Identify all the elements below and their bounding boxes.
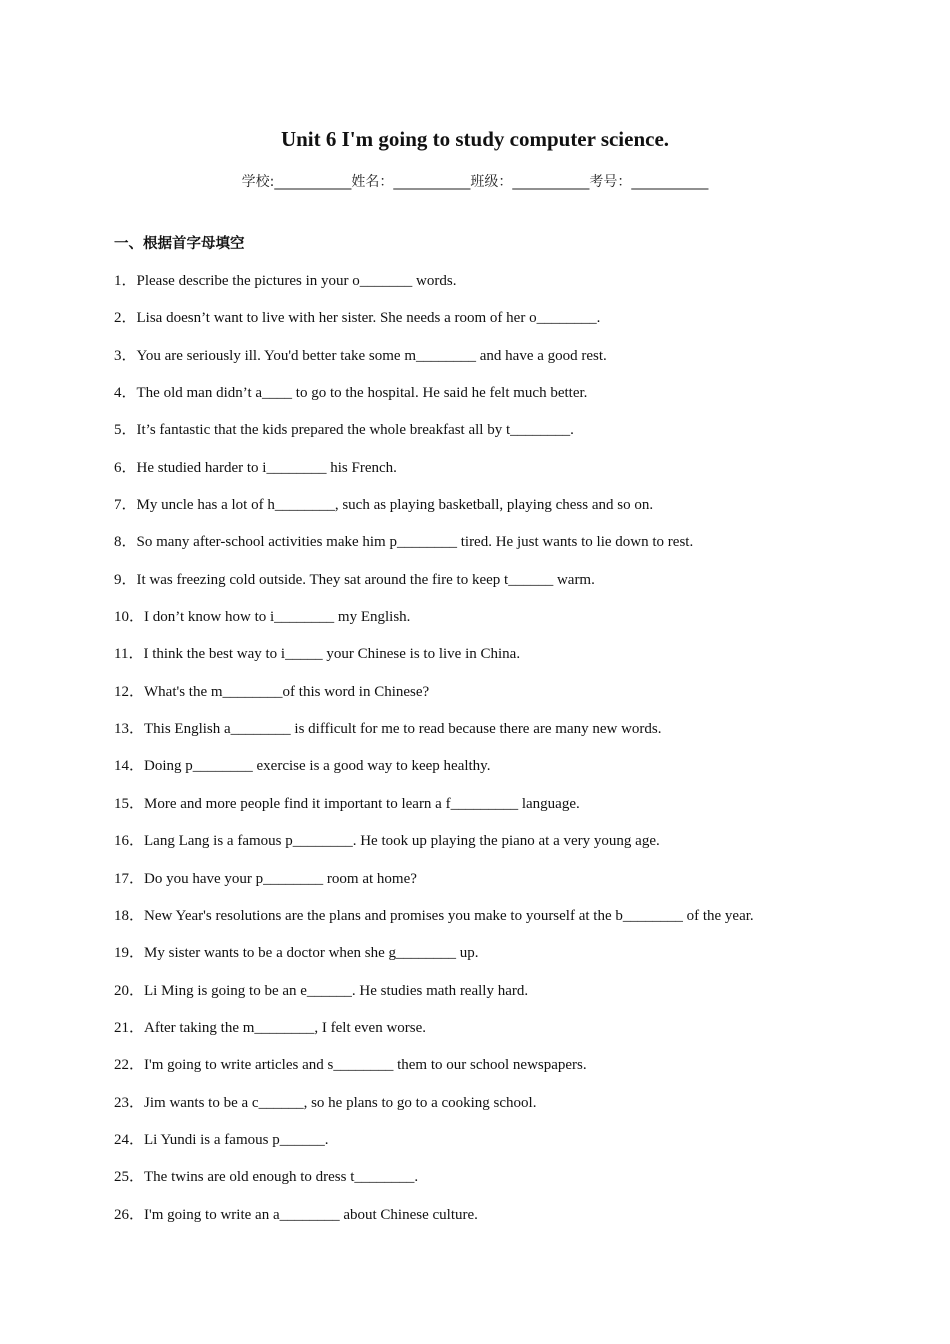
question-item [114,718,874,755]
question-number: 3． [114,347,137,364]
question-text: It was freezing cold outside. They sat around the fire to keep t______ warm. [136,571,595,588]
question-item [114,1129,874,1166]
question-item [114,1166,874,1203]
question-number: 11． [114,646,144,663]
question-item [114,755,874,792]
question-text: Jim wants to be a c______, so he plans to go to a cooking school. [144,1094,537,1111]
question-text: My sister wants to be a doctor when she g________ up. [144,945,479,962]
question-text: My uncle has a lot of h________, such as playing basketball, playing chess and so on. [136,497,654,514]
question-text: I think the best way to i_____ your Chinese is to live in China. [143,646,521,663]
question-list [114,270,874,1241]
question-text: He studied harder to i________ his French. [136,459,397,476]
question-number: 6． [114,459,137,476]
question-text: This English a________ is difficult for me to read because there are many new words. [144,721,662,738]
question-number: 17． [114,870,145,887]
question-item [114,494,874,531]
question-text: More and more people find it important to learn a f_________ language. [144,795,580,812]
question-text: Li Yundi is a famous p______. [144,1131,329,1148]
question-text: Do you have your p________ room at home? [144,870,417,887]
question-number: 23． [114,1094,145,1111]
question-number: 21． [114,1019,145,1036]
question-item [114,643,874,680]
question-number: 15． [114,795,145,812]
question-text: What's the m________of this word in Chinese? [144,683,430,700]
question-number: 25． [114,1169,145,1186]
question-number: 5． [114,422,137,439]
question-number: 1． [114,273,137,289]
question-number: 2． [114,310,137,327]
page-title: Unit 6 I'm going to study computer science. [280,127,670,151]
question-item [114,1204,874,1241]
question-text: So many after-school activities make him p________ tired. He just wants to lie down to rest. [136,534,694,551]
question-text: I'm going to write an a________ about Chinese culture. [144,1206,478,1223]
question-number: 16． [114,833,145,850]
question-number: 14． [114,758,145,775]
question-item [114,681,874,718]
question-text: The old man didn’t a____ to go to the hospital. He said he felt much better. [136,385,588,402]
question-item [114,1017,874,1054]
question-item [114,868,874,905]
question-text: After taking the m________, I felt even worse. [144,1019,427,1036]
question-item [114,980,874,1017]
question-number: 26． [114,1206,145,1223]
question-item [114,942,874,979]
question-number: 10． [114,609,145,626]
question-text: Please describe the pictures in your o_______ words. [136,273,457,289]
question-text: I don’t know how to i________ my English. [144,609,411,626]
question-number: 7． [114,497,137,514]
question-text: I'm going to write articles and s________ them to our school newspapers. [144,1057,587,1074]
section-heading: 一、根据首字母填空 [114,236,245,252]
question-number: 12． [114,683,145,700]
question-number: 24． [114,1131,145,1148]
question-item [114,307,874,344]
question-text: It’s fantastic that the kids prepared the whole breakfast all by t________. [136,422,574,439]
question-number: 18． [114,907,145,924]
question-number: 20． [114,982,145,999]
question-item [114,905,874,942]
question-item [114,531,874,568]
question-item [114,270,874,307]
question-item [114,1092,874,1129]
question-number: 22． [114,1057,145,1074]
question-number: 8． [114,534,137,551]
question-text: The twins are old enough to dress t________. [144,1169,419,1186]
question-item [114,793,874,830]
question-item [114,457,874,494]
question-text: Lisa doesn’t want to live with her sister. She needs a room of her o________. [136,310,601,327]
question-text: Li Ming is going to be an e______. He studies math really hard. [144,982,529,999]
question-text: Doing p________ exercise is a good way to keep healthy. [144,758,491,775]
question-item [114,569,874,606]
question-item [114,419,874,456]
question-item [114,830,874,867]
question-number: 13． [114,721,145,738]
question-item [114,606,874,643]
question-text: You are seriously ill. You'd better take some m________ and have a good rest. [136,347,607,364]
question-text: Lang Lang is a famous p________. He took up playing the piano at a very young age. [144,833,660,850]
question-text: New Year's resolutions are the plans and promises you make to yourself at the b________ of the year. [144,907,754,924]
question-number: 4． [114,385,137,402]
question-number: 9． [114,571,137,588]
question-item [114,382,874,419]
question-item [114,345,874,382]
question-number: 19． [114,945,145,962]
student-info-line: 学校:___________姓名：___________班级：___________考号：___________ [241,174,709,190]
question-item [114,1054,874,1091]
